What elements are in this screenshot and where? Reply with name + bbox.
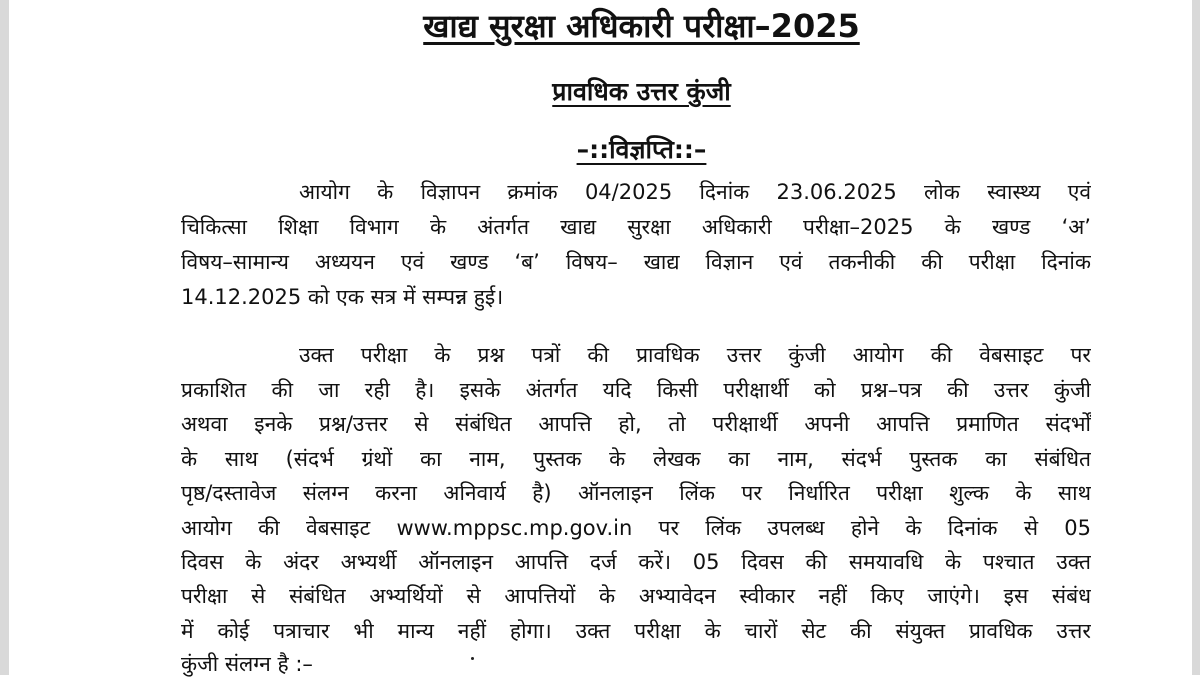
document-subtitle: प्रावधिक उत्तर कुंजी [552,77,731,106]
notice-heading: –::विज्ञप्ति::– [576,135,707,164]
paragraph1-line: विषय–सामान्य अध्ययन एवं खण्ड ‘ब’ विषय– खाद्य विज्ञान एवं तकनीकी की परीक्षा दिनांक [181,250,1091,274]
paragraph1-line: आयोग के विज्ञापन क्रमांक 04/2025 दिनांक 23.06.2025 लोक स्वास्थ्य एवं [299,180,1091,204]
paragraph2-line: परीक्षा से संबंधित अभ्यर्थियों से आपत्तियों के अभ्यावेदन स्वीकार नहीं किए जाएंगे। इस संबंध [181,584,1091,608]
paragraph1-line: 14.12.2025 को एक सत्र में सम्पन्न हुई। [181,285,504,309]
paragraph2-line: पृष्ठ/दस्तावेज संलग्न करना अनिवार्य है) ऑनलाइन लिंक पर निर्धारित परीक्षा शुल्क के साथ [181,481,1091,505]
paragraph2-line: प्रकाशित की जा रही है। इसके अंतर्गत यदि किसी परीक्षार्थी को प्रश्न–पत्र की उत्तर कुंजी [181,378,1091,402]
left-frame-edge [0,0,9,675]
paragraph2-line: अथवा इनके प्रश्न/उत्तर से संबंधित आपत्ति हो, तो परीक्षार्थी अपनी आपत्ति प्रमाणित संदर्भों [181,412,1091,436]
paragraph2-line: उक्त परीक्षा के प्रश्न पत्रों की प्रावधिक उत्तर कुंजी आयोग की वेबसाइट पर [299,343,1091,367]
paragraph1-line: चिकित्सा शिक्षा विभाग के अंतर्गत खाद्य सुरक्षा अधिकारी परीक्षा–2025 के खण्ड ‘अ’ [181,215,1091,239]
paragraph2-line: कुंजी संलग्न है :– [181,652,313,676]
paragraph2-line: दिवस के अंदर अभ्यर्थी ऑनलाइन आपत्ति दर्ज करें। 05 दिवस की समयावधि के पश्चात उक्त [181,550,1091,574]
scan-speck [471,657,474,660]
paragraph2-line: के साथ (संदर्भ ग्रंथों का नाम, पुस्तक के लेखक का नाम, संदर्भ पुस्तक का संबंधित [181,447,1091,471]
document-title: खाद्य सुरक्षा अधिकारी परीक्षा–2025 [423,7,860,45]
paragraph2-line: में कोई पत्राचार भी मान्य नहीं होगा। उक्त परीक्षा के चारों सेट की संयुक्त प्रावधिक उत्तर [181,619,1091,643]
paragraph2-line: आयोग की वेबसाइट www.mppsc.mp.gov.in पर लिंक उपलब्ध होने के दिनांक से 05 [181,516,1091,540]
document-page [9,0,1192,675]
